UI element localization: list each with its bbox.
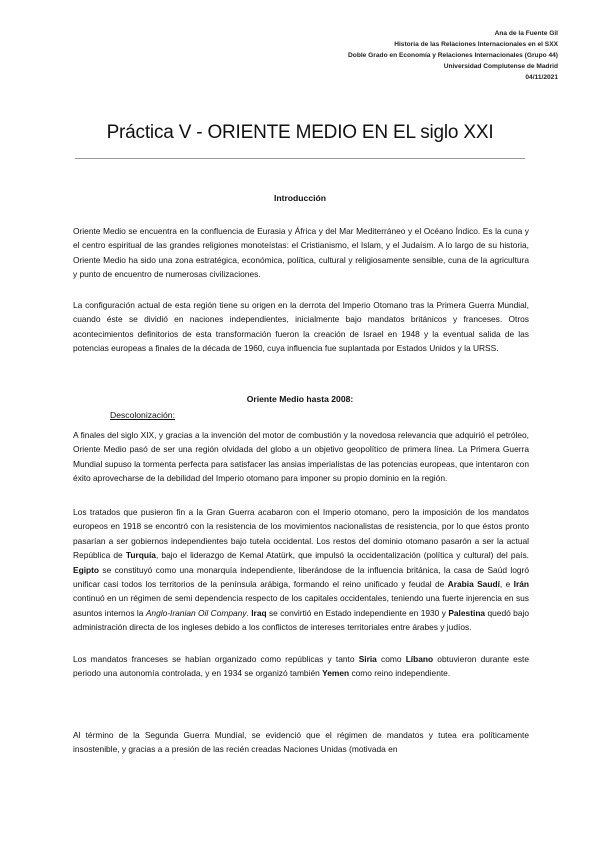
- section-paragraph-4: Al término de la Segunda Guerra Mundial, se evidenció que el régimen de mandatos y tutea era políticamente insostenible, y gracias a a presión de las recién creadas Naciones Unidas (motivada en: [73, 730, 529, 755]
- university-name: Universidad Complutense de Madrid: [443, 63, 558, 70]
- intro-paragraph-2: La configuración actual de esta región tiene su origen en la derrota del Imperio Otomano tras la Primera Guerra Mundial, cuando éste se dividió en naciones independientes, inicialmente bajo mandatos británicos y franceses. Otros acontecimientos definitorios de esta transformación fueron la creación de Israel en 1948 y la eventual salida de las potencias europeas a finales de la década de 1960, cuya influencia fue suplantada por Estados Unidos y la URSS.: [73, 300, 529, 354]
- author-name: Ana de la Fuente Gil: [494, 30, 558, 37]
- intro-heading: Introducción: [273, 193, 327, 203]
- subsection-heading: Descolonización:: [110, 410, 175, 420]
- section-paragraph-1: A finales del siglo XIX, y gracias a la invención del motor de combustión y la novedosa relevancia que adquirió el petróleo, Oriente Medio pasó de ser una región olvidada del globo a un objetivo geopolítico de primera línea. La Primera Guerra Mundial supuso la tormenta perfecta para satisfacer las ansias imperialistas de las potencias europeas, que intentaron con éxito aprovecharse de la debilidad del Imperio otomano para imponer su propio dominio en la región.: [73, 430, 529, 484]
- document-header: [348, 28, 558, 83]
- intro-paragraph-1: Oriente Medio se encuentra en la confluencia de Eurasia y África y del Mar Mediterráneo y el Océano Índico. Es la cuna y el centro espiritual de las grandes religiones monoteístas: el Cristianismo, el Islam, y el Judaísm. A lo largo de su historia, Oriente Medio ha sido una zona estratégica, económica, política, cultural y religiosamente sensible, cuna de la agricultura y punto de encuentro de numerosas civilizaciones.: [73, 226, 529, 280]
- degree-name: Doble Grado en Economía y Relaciones Internacionales (Grupo 44): [348, 52, 558, 59]
- section-heading: Oriente Medio hasta 2008:: [246, 394, 354, 404]
- course-name: Historia de las Relaciones Internacionales en el SXX: [394, 41, 558, 48]
- section-paragraph-3: Los mandatos franceses se habían organizado como repúblicas y tanto Siria como Líbano obtuvieron durante este periodo una autonomía controlada, y en 1934 se organizó también Yemen como reino independiente.: [73, 654, 530, 679]
- title-divider: [75, 158, 525, 159]
- document-date: 04/11/2021: [525, 74, 558, 81]
- page-title: Práctica V - ORIENTE MEDIO EN EL siglo XXI: [106, 122, 494, 143]
- section-paragraph-2: Los tratados que pusieron fin a la Gran Guerra acabaron con el Imperio otomano, pero la imposición de los mandatos europeos en 1918 se encontró con la resistencia de los movimientos nacionalistas de resistencia, por lo que éstos pronto pasarían a ser gobiernos independientes bajo tutela occidental. Los restos del dominio otomano pasarón a ser la actual República de Turquía, bajo el liderazgo de Kemal Atatürk, que impulsó la occidentalización (política y cultural) del país. Egipto se constituyó como una monarquía independiente, liberándose de la influencia británica, la casa de Saúd logró unificar casi todos los territorios de la península arábiga, formando el reino unificado y feudal de Arabia Saudí, e Irán continuó en un régimen de semi dependencia respecto de los capitales occidentales, teniendo una fuerte injerencia en sus asuntos internos la Anglo-Iranian Oil Company. Iraq se convirtió en Estado independiente en 1930 y Palestina quedó bajo administración directa de los ingleses debido a los conflictos de intereses territoriales entre árabes y judíos.: [73, 507, 530, 633]
